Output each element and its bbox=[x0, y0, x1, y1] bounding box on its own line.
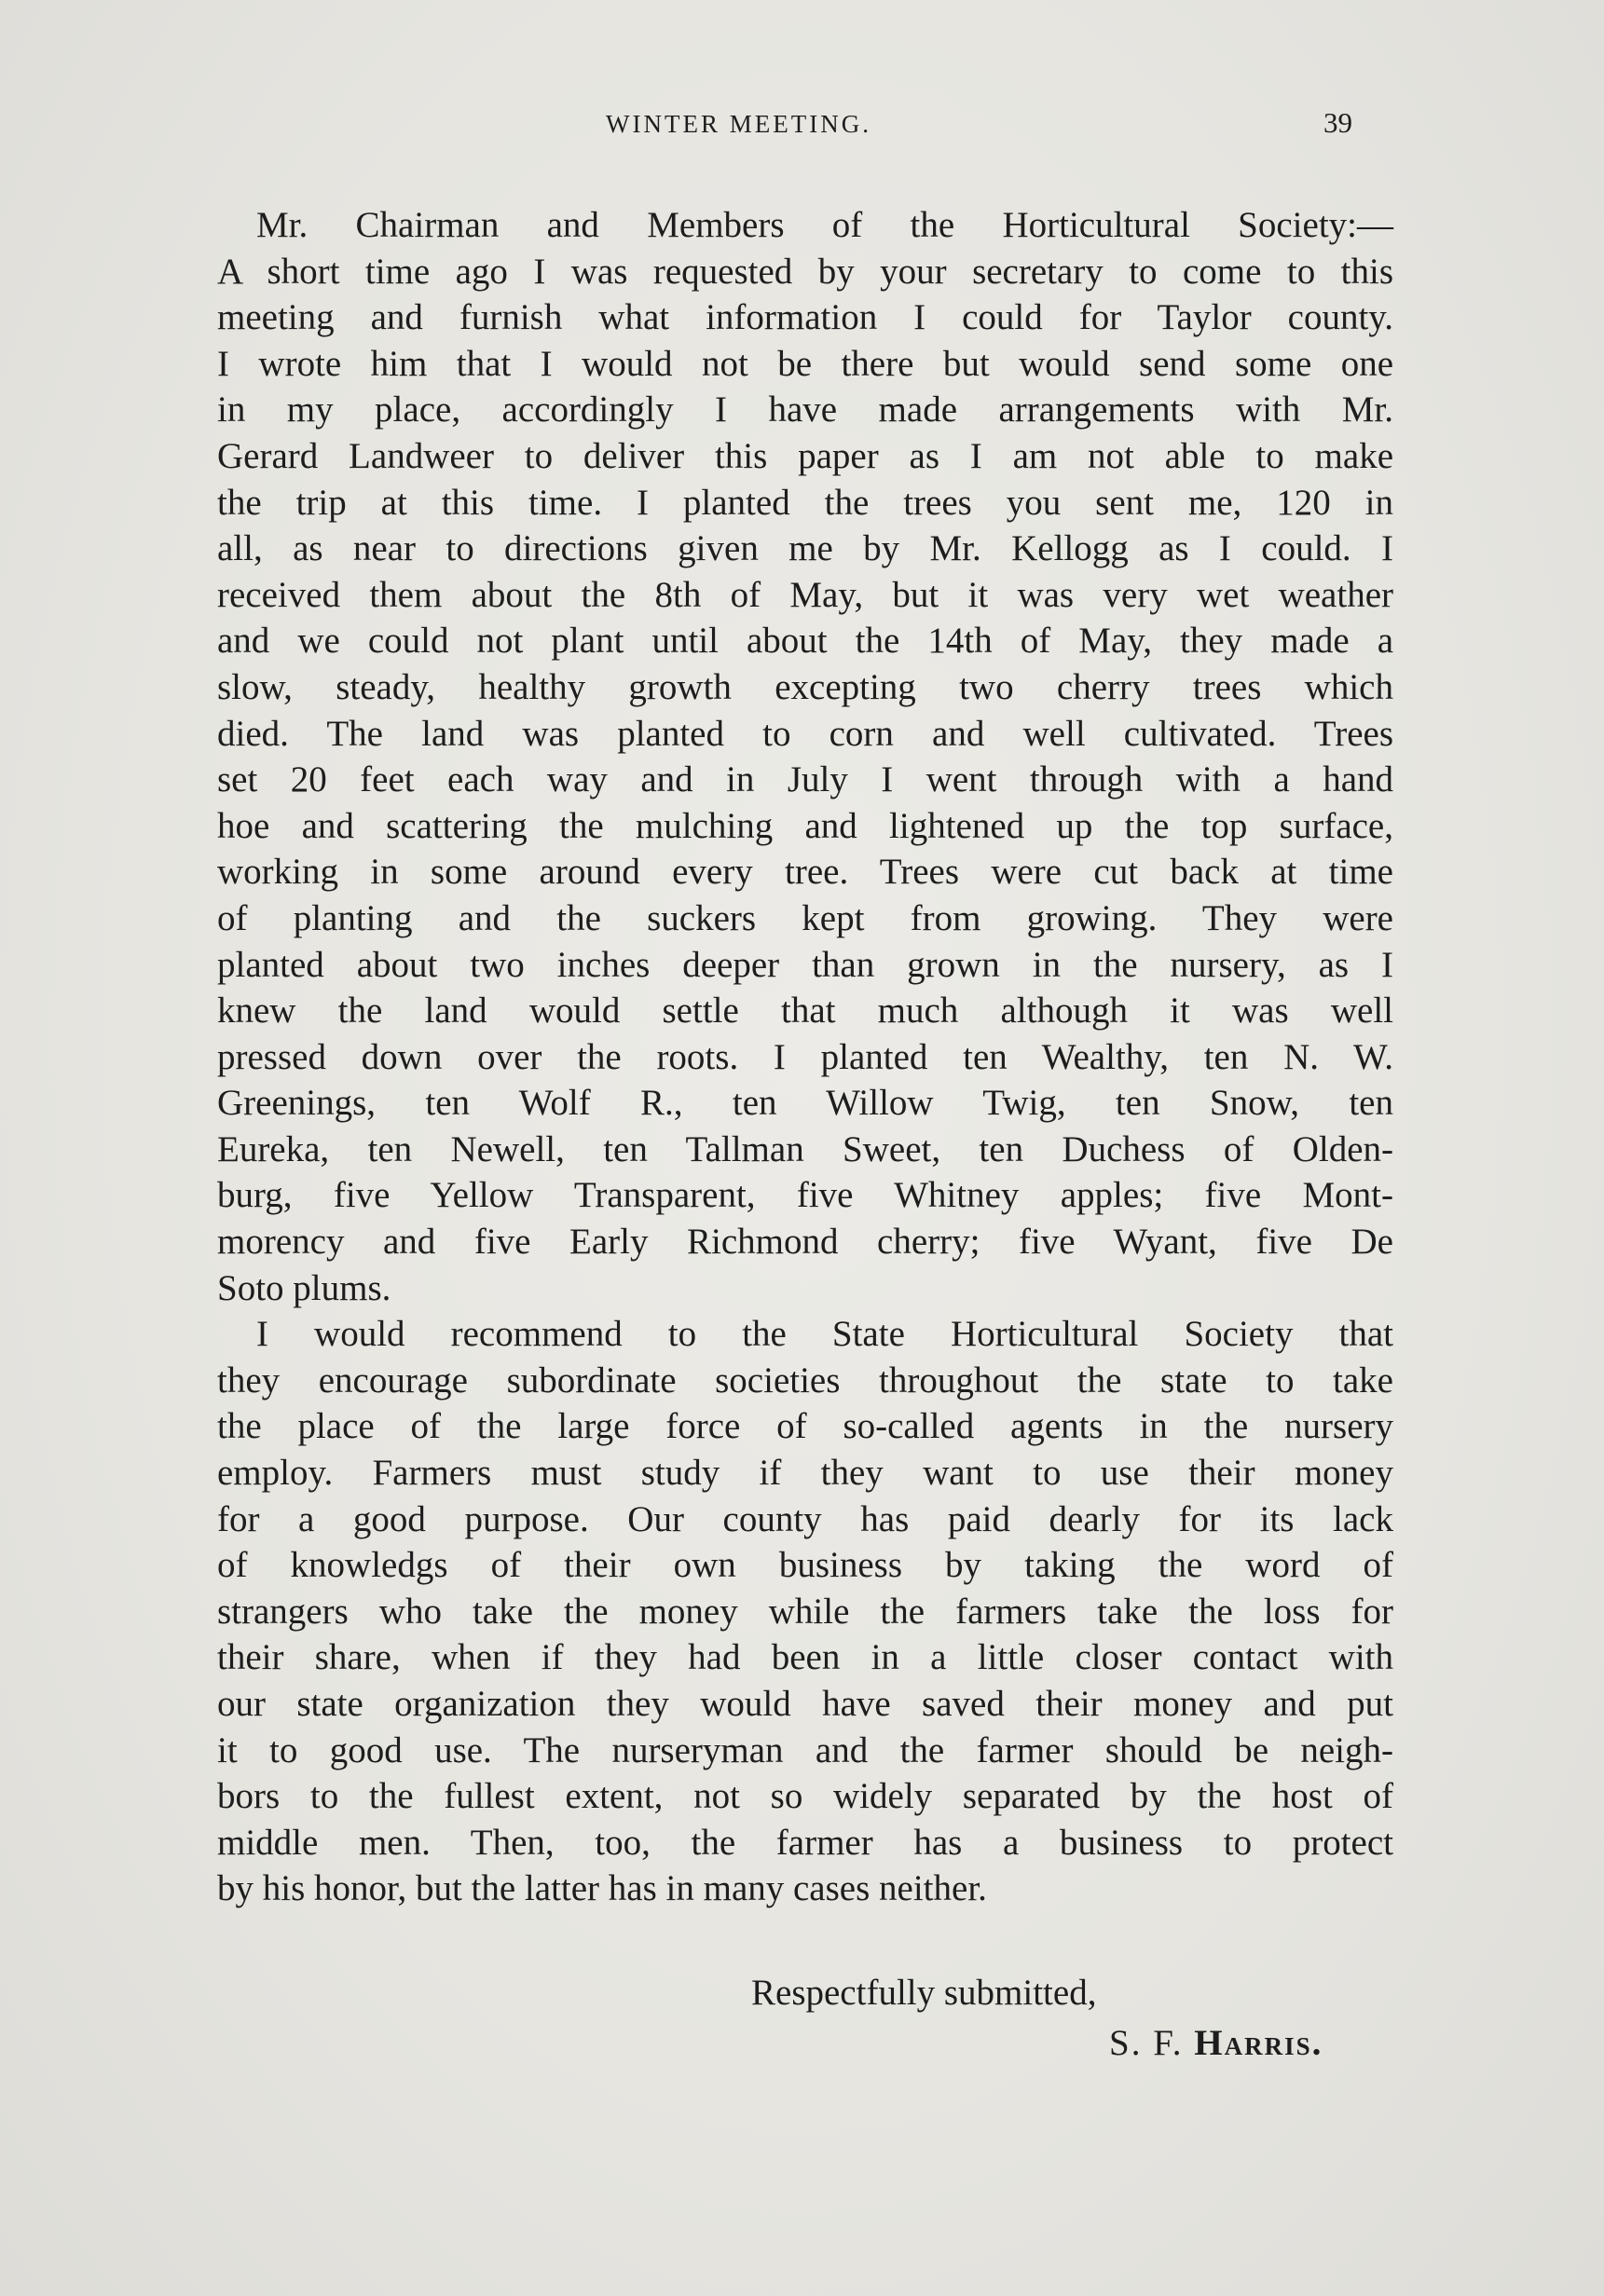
paragraph-2 bbox=[217, 1311, 1393, 1912]
text-line: set 20 feet each way and in July I went through with a hand bbox=[217, 759, 1393, 800]
text-line: slow, steady, healthy growth excepting two cherry trees which bbox=[217, 666, 1393, 707]
text-line: our state organization they would have saved their money and put bbox=[217, 1684, 1393, 1724]
signature-initials: S. F. bbox=[1109, 2023, 1195, 2063]
text-line: Mr. Chairman and Members of the Horticultural Society:— bbox=[256, 205, 1393, 245]
text-line: employ. Farmers must study if they want to use their money bbox=[217, 1453, 1393, 1494]
text-line: pressed down over the roots. I planted ten Wealthy, ten N. W. bbox=[217, 1036, 1393, 1077]
text-line: knew the land would settle that much although it was well bbox=[217, 991, 1393, 1032]
text-line: planted about two inches deeper than grown in the nursery, as I bbox=[217, 944, 1393, 985]
text-line: died. The land was planted to corn and well cultivated. Trees bbox=[217, 713, 1393, 754]
text-line: the trip at this time. I planted the trees you sent me, 120 in bbox=[217, 482, 1393, 523]
text-line: hoe and scattering the mulching and lightened up the top surface, bbox=[217, 805, 1393, 846]
text-line: A short time ago I was requested by your secretary to come to this bbox=[217, 251, 1393, 292]
closing-signoff: Respectfully submitted, bbox=[751, 1973, 1097, 2013]
text-line: Greenings, ten Wolf R., ten Willow Twig, ten Snow, ten bbox=[217, 1083, 1393, 1124]
text-line: I wrote him that I would not be there but would send some one bbox=[217, 343, 1393, 384]
text-line: their share, when if they had been in a little closer contact with bbox=[217, 1637, 1393, 1678]
text-line: in my place, accordingly I have made arrangements with Mr. bbox=[217, 390, 1393, 430]
text-line: of knowledgs of their own business by taking the word of bbox=[217, 1545, 1393, 1586]
letter-body bbox=[217, 202, 1393, 1912]
text-line: for a good purpose. Our county has paid dearly for its lack bbox=[217, 1498, 1393, 1539]
text-line: meeting and furnish what information I could for Taylor county. bbox=[217, 297, 1393, 338]
text-line: of planting and the suckers kept from growing. They were bbox=[217, 897, 1393, 938]
text-line: it to good use. The nurseryman and the farmer should be neigh- bbox=[217, 1729, 1393, 1770]
signature bbox=[1109, 2020, 1323, 2067]
text-line: the place of the large force of so-called agents in the nursery bbox=[217, 1406, 1393, 1447]
text-line: by his honor, but the latter has in many cases neither. bbox=[217, 1868, 987, 1909]
text-line: strangers who take the money while the farmers take the loss for bbox=[217, 1591, 1393, 1632]
running-title: WINTER MEETING. bbox=[606, 110, 871, 138]
text-line: and we could not plant until about the 14th of May, they made a bbox=[217, 621, 1393, 662]
text-line: they encourage subordinate societies throughout the state to take bbox=[217, 1360, 1393, 1401]
text-line: burg, five Yellow Transparent, five Whitney apples; five Mont- bbox=[217, 1175, 1393, 1216]
text-line: received them about the 8th of May, but it was very wet weather bbox=[217, 574, 1393, 615]
page-number: 39 bbox=[1323, 106, 1352, 139]
text-line: working in some around every tree. Trees were cut back at time bbox=[217, 852, 1393, 893]
running-head bbox=[0, 106, 1604, 147]
text-line: I would recommend to the State Horticultural Society that bbox=[256, 1314, 1393, 1355]
signature-name: Harris. bbox=[1194, 2023, 1323, 2063]
text-line: bors to the fullest extent, not so widely separated by the host of bbox=[217, 1776, 1393, 1817]
text-line: all, as near to directions given me by Mr. Kellogg as I could. I bbox=[217, 528, 1393, 569]
text-line: Soto plums. bbox=[217, 1267, 391, 1308]
text-line: Gerard Landweer to deliver this paper as I am not able to make bbox=[217, 435, 1393, 476]
text-line: middle men. Then, too, the farmer has a business to protect bbox=[217, 1822, 1393, 1863]
text-line: Eureka, ten Newell, ten Tallman Sweet, ten Duchess of Olden- bbox=[217, 1128, 1393, 1169]
text-line: morency and five Early Richmond cherry; five Wyant, five De bbox=[217, 1222, 1393, 1263]
paragraph-1 bbox=[217, 202, 1393, 1311]
